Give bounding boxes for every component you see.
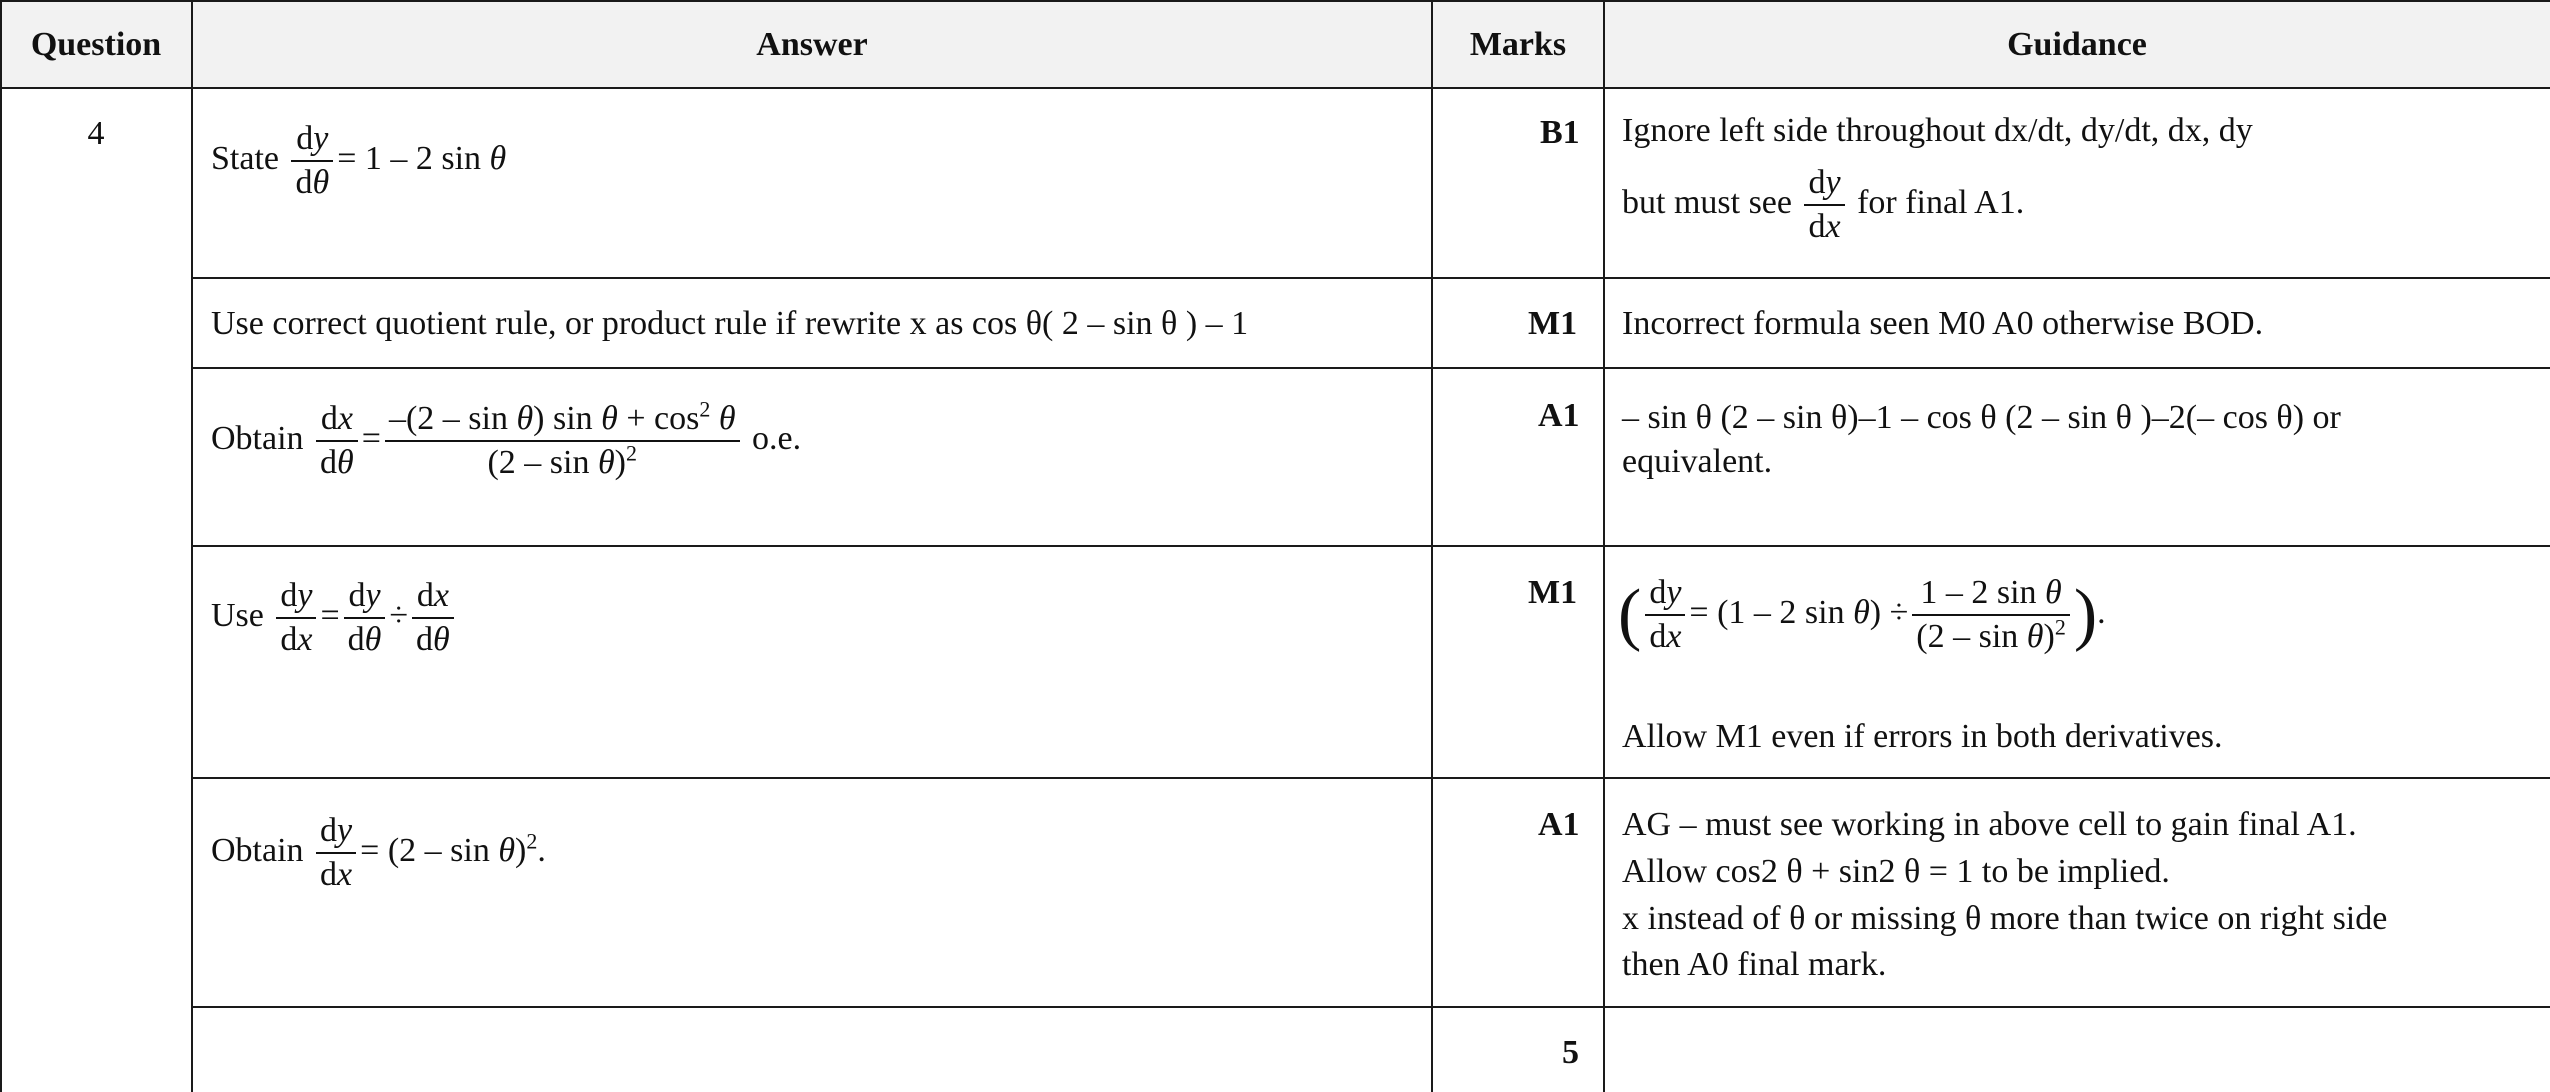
answer-row-2: Use correct quotient rule, or product rule if rewrite x as cos θ( 2 – sin θ ) – 1 [211,305,1249,342]
answer-prefix: State [211,139,279,177]
mark-row-3: A1 [1538,397,1580,434]
guidance-row-4-line-2: Allow M1 even if errors in both derivatives. [1622,718,2223,755]
column-divider [1431,0,1433,1092]
row-divider [192,777,2550,779]
answer-row-1 [211,118,506,204]
mark-row-2: M1 [1528,305,1578,342]
guidance-row-5-line-1: AG – must see working in above cell to gain final A1. [1622,806,2357,843]
answer-prefix: Obtain [211,831,304,869]
total-marks: 5 [1562,1034,1579,1071]
fraction-dy-dx: $\frac{dy}{dx}$ [1804,162,1844,248]
mark-row-4: M1 [1528,574,1578,611]
guidance-row-1-line-2 [1622,162,2024,248]
guidance-row-3-line-2: equivalent. [1622,443,1773,480]
answer-suffix: o.e. [752,419,802,457]
header-answer: Answer [756,26,868,63]
fraction-quotient: $\frac{-(2 - \sin \theta) \sin \theta + \cos^2 \theta}{(2 - \sin \theta)^2}$ [385,398,740,484]
guidance-row-1-line-1: Ignore left side throughout dx/dt, dy/dt, dx, dy [1622,112,2253,149]
row-divider [192,545,2550,547]
fraction-derivative-ratio: $\frac{\text{1 – 2 sin θ}}{(2 - \sin \theta)^2}$ [1912,572,2070,658]
guidance-prefix: but must see [1622,183,1792,221]
header-guidance: Guidance [2007,26,2147,63]
fraction-dx-dtheta: $\frac{dx}{d\theta}$ [316,398,358,484]
header-marks: Marks [1469,26,1567,63]
fraction-dy-dx: $\frac{dy}{dx}$ [316,810,356,896]
fraction-dx-dtheta: $\frac{dx}{d\theta}$ [412,575,454,661]
answer-prefix: Use [211,596,264,634]
guidance-row-5-line-4: then A0 final mark. [1622,946,1887,983]
fraction-dy-dx: $\frac{dy}{dx}$ [1645,572,1685,658]
row-divider [192,367,2550,369]
column-divider [191,0,193,1092]
guidance-suffix: for final A1. [1857,183,2025,221]
header-divider [0,87,2550,89]
right-paren: ) [2073,576,2098,653]
math-expression: = 1 – 2 sin θ [337,139,507,177]
answer-row-3: Obtain $\frac{dx}{d\theta}$ = $\frac{-(2 - \sin \theta) \sin \theta + \cos^2 \theta}{(2 - \sin \theta)^2}$ o.e. [211,398,801,484]
answer-prefix: Obtain [211,419,304,457]
guidance-row-5-line-2: Allow cos2 θ + sin2 θ = 1 to be implied. [1622,853,2170,890]
row-divider [192,1006,2550,1008]
header-question: Question [30,26,162,63]
table-border-left [0,0,2,1092]
fraction-dy-dx: $\frac{dy}{dx}$ [276,575,316,661]
fraction-dy-dtheta: $\frac{dy}{d\theta}$ [291,118,333,204]
table-border-top [0,0,2550,2]
question-number: 4 [87,115,105,152]
guidance-row-3-line-1: – sin θ (2 – sin θ)–1 – cos θ (2 – sin θ )–2(– cos θ) or [1622,399,2341,436]
column-divider [1603,0,1605,1092]
left-paren: ( [1618,576,1642,653]
row-divider [192,277,2550,279]
mark-row-5: A1 [1538,806,1580,843]
guidance-row-2: Incorrect formula seen M0 A0 otherwise BOD. [1622,305,2264,342]
mark-row-1: B1 [1540,114,1580,151]
answer-row-5: Obtain $\frac{dy}{dx}$ = (2 – sin θ)$^2$. [211,810,546,896]
guidance-row-4-formula: ( $\frac{dy}{dx}$ = (1 – 2 sin θ) ÷ $\frac{\text{1 – 2 sin θ}}{(2 - \sin \theta)^2}$ ). [1618,572,2106,658]
guidance-row-5-line-3: x instead of θ or missing θ more than twice on right side [1622,900,2388,937]
answer-row-4: Use $\frac{dy}{dx}$ = $\frac{dy}{d\theta}$ ÷ $\frac{dx}{d\theta}$ [211,575,458,661]
fraction-dy-dtheta: $\frac{dy}{d\theta}$ [344,575,386,661]
